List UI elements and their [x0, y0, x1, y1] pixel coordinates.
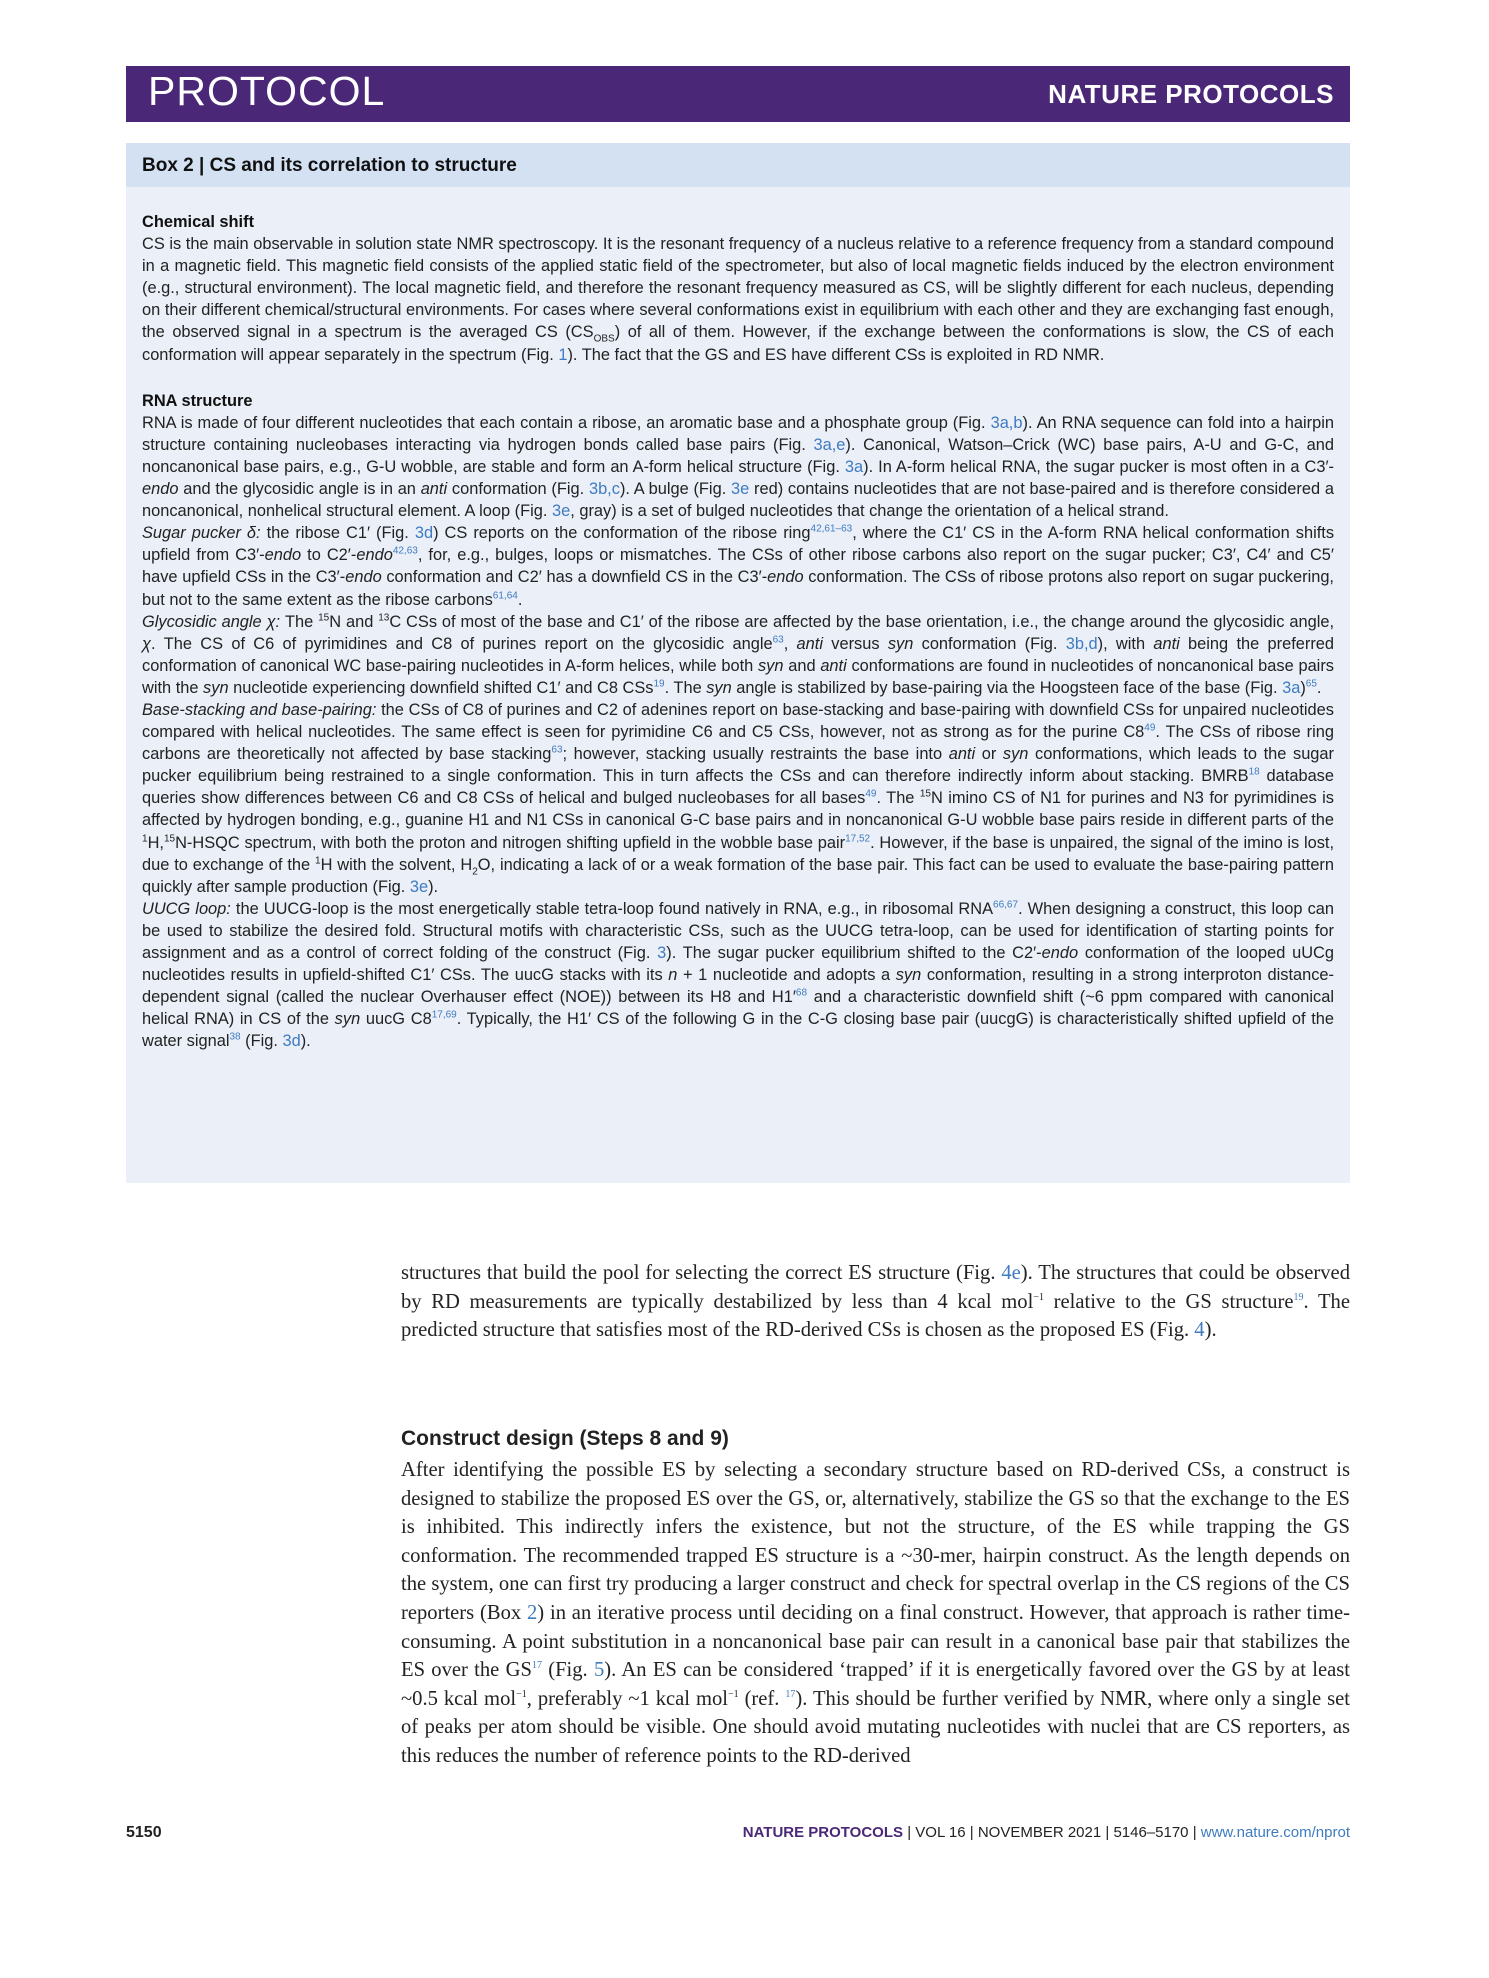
rna-structure-paragraph: RNA is made of four different nucleotides that each contain a ribose, an aromatic base and a phosphate group (Fig. 3a,b). An RNA sequence can fold into a hairpin structure containing nucleobases interacting via hydrogen bonds called base pairs (Fig. 3a,e). Canonical, Watson–Crick (WC) base pairs, A-U and G-C, and noncanonical base pairs, e.g., G-U wobble, are stable and form an A-form helical structure (Fig. 3a). In A-form helical RNA, the sugar pucker is most often in a C3′-endo and the glycosidic angle is in an anti conformation (Fig. 3b,c). A bulge (Fig. 3e red) contains nucleotides that are not base-paired and is therefore considered a noncanonical, nonhelical structural element. A loop (Fig. 3e, gray) is a set of bulged nucleotides that change the orientation of a helical strand.	[142, 413, 1335, 521]
fig-link[interactable]: 5	[593, 1659, 605, 1682]
fig-link[interactable]: 3e	[552, 502, 571, 521]
fig-link[interactable]: 3e	[409, 877, 429, 896]
fig-link[interactable]: 3b,c	[588, 480, 620, 499]
fig-link[interactable]: 1	[558, 345, 568, 364]
box-title-bar	[126, 143, 1350, 187]
box-2	[126, 143, 1350, 1183]
footer-volume: VOL 16	[915, 1824, 966, 1841]
page-number: 5150	[126, 1824, 162, 1841]
fig-link[interactable]: 3a	[844, 457, 864, 476]
fig-link[interactable]: 3a,e	[813, 435, 846, 454]
chemical-shift-heading: Chemical shift	[142, 213, 255, 231]
box-link[interactable]: 2	[527, 1601, 538, 1624]
fig-link[interactable]: 3	[657, 944, 667, 962]
chemical-shift-paragraph: CS is the main observable in solution state NMR spectroscopy. It is the resonant frequency of a nucleus relative to a reference frequency from a standard compound in a magnetic field. This magnetic field consists of the applied static field of the spectrometer, but also of local magnetic fields induced by the electron environment (e.g., structural environment). The local magnetic field, and therefore the resonant frequency measured as CS, will be slightly different for each nucleus, depending on their different chemical/structural environments. For cases where several conformations exist in equilibrium with each other and they are exchanging fast enough, the observed signal in a spectrum is the averaged CS $(CS_{OBS})$ of all of them. However, if the exchange between the conformations is slow, the CS of each conformation will appear separately in the spectrum (Fig. 1). The fact that the GS and ES have different CSs is exploited in RD NMR.	[142, 235, 1335, 364]
fig-link[interactable]: 3a,b	[990, 413, 1023, 432]
footer-citation: NATURE PROTOCOLS | VOL 16 | NOVEMBER 2021 | 5146–5170 | www.nature.com/nprot	[742, 1824, 1350, 1841]
fig-link[interactable]: 3e	[731, 480, 750, 499]
box-title: Box 2 | CS and its correlation to structure	[142, 155, 517, 176]
footer-url[interactable]: www.nature.com/nprot	[1200, 1824, 1350, 1841]
fig-link[interactable]: 3d	[414, 524, 434, 543]
main-text-top	[401, 1259, 1350, 1345]
base-stacking-paragraph: Base-stacking and base-pairing: the CSs of C8 of purines and C2 of adenines report on base-stacking and base-pairing with downfield CSs for unpaired nucleotides compared with helical nucleotides. The same effect is seen for pyrimidine C6 and C5 CSs, however, not as strong as for the purine $C8^{49}$. The CSs of ribose ring carbons are theoretically not affected by base stacking$^{63}$; however, stacking usually restraints the base into anti or syn conformations, which leads to the sugar pucker equilibrium being restrained to a single conformation. This in turn affects the CSs and can therefore indirectly inform about stacking. BMRB$^{18}$ database queries show differences between C6 and C8 CSs of helical and bulged nucleobases for all bases$^{49}$. The $^{15}$N imino CS of N1 for purines and N3 for pyrimidines is affected by hydrogen bonding, e.g., guanine H1 and N1 CSs in canonical G-C base pairs and in noncanonical G-U wobble base pairs reside in different parts of the $^1$H,$^{15}$N-HSQC spectrum, with both the proton and nitrogen shifting upfield in the wobble base pair$^{17,52}$. However, if the base is unpaired, the signal of the imino is lost, due to exchange of the $^1$H with the solvent, $H_2O$, indicating a lack of or a weak formation of the base pair. This fact can be used to evaluate the base-pairing pattern quickly after sample production (Fig. 3e).	[142, 700, 1335, 896]
journal-label: NATURE PROTOCOLS	[1048, 79, 1334, 109]
box-content	[142, 211, 1334, 1052]
main-text-bottom	[401, 1456, 1350, 1771]
fig-link[interactable]: 3d	[282, 1032, 301, 1051]
rna-structure-heading: RNA structure	[142, 391, 253, 410]
section-heading: Construct design (Steps 8 and 9)	[401, 1427, 729, 1450]
section-label: PROTOCOL	[148, 68, 386, 114]
fig-link[interactable]: 4e	[1001, 1262, 1021, 1284]
glycosidic-angle-paragraph: Glycosidic angle χ: The $^{15}$N and $^{13}$C CSs of most of the base and C1′ of the ribose are affected by the base orientation, i.e., the change around the glycosidic angle, χ. The CS of C6 of pyrimidines and C8 of purines report on the glycosidic angle$^{63}$, anti versus syn conformation (Fig. 3b,d), with anti being the preferred conformation of canonical WC base-pairing nucleotides in A-form helices, while both syn and anti conformations are found in nucleotides of noncanonical base pairs with the syn nucleotide experiencing downfield shifted C1′ and C8 CSs$^{19}$. The syn angle is stabilized by base-pairing via the Hoogsteen face of the base (Fig. 3a)$^{65}$.	[142, 612, 1335, 697]
sugar-pucker-paragraph: Sugar pucker δ: the ribose C1′ (Fig. 3d) CS reports on the conformation of the ribose ring$^{42,61-63}$, where the C1′ CS in the A-form RNA helical conformation shifts upfield from C3′-endo to C2′-endo$^{42,63}$, for, e.g., bulges, loops or mismatches. The CSs of other ribose carbons also report on the sugar pucker; C3′, C4′ and C5′ have upfield CSs in the C3′-endo conformation and C2′ has a downfield CS in the C3′-endo conformation. The CSs of ribose protons also report on sugar puckering, but not to the same extent as the ribose carbons$^{61,64}$.	[142, 523, 1335, 609]
fig-link[interactable]: 3a	[1282, 678, 1301, 697]
footer-date: NOVEMBER 2021	[977, 1824, 1102, 1841]
fig-link[interactable]: 4	[1194, 1319, 1205, 1342]
main-paragraph-2: After identifying the possible ES by selecting a secondary structure based on RD-derived CSs, a construct is designed to stabilize the proposed ES over the GS, or, alternatively, stabilize the GS so that the exchange to the ES is inhibited. This indirectly infers the existence, but not the structure, of the ES while trapping the GS conformation. The recommended trapped ES structure is a ~30-mer, hairpin construct. As the length depends on the system, one can first try producing a larger construct and check for spectral overlap in the CS regions of the CS reporters (Box 2) in an iterative process until deciding on a final construct. However, that approach is rather time-consuming. A point substitution in a noncanonical base pair can result in a canonical base pair that stabilizes the ES over the GS$^{17}$ (Fig. 5). An ES can be considered ‘trapped’ if it is energetically favored over the GS by at least ~0.5 kcal mol$^{-1}$, preferably ~1 kcal mol$^{-1}$ (ref. $^{17}$). This should be further verified by NMR, where only a single set of peaks per atom should be visible. One should avoid mutating nucleotides with nuclei that are CS reporters, as this reduces the number of reference points to the RD-derived	[401, 1459, 1351, 1767]
fig-link[interactable]: 3b,d	[1065, 634, 1098, 653]
uucg-loop-paragraph: UUCG loop: the UUCG-loop is the most energetically stable tetra-loop found natively in RNA, e.g., in ribosomal RNA$^{66,67}$. When designing a construct, this loop can be used to stabilize the desired fold. Structural motifs with characteristic CSs, such as the UUCG tetra-loop, can be used for identification of starting points for assignment and as a control of correct folding of the construct (Fig. 3). The sugar pucker equilibrium shifted to the C2′-endo conformation of the looped uUCg nucleotides results in upfield-shifted C1′ CSs. The uucG stacks with its n + 1 nucleotide and adopts a syn conformation, resulting in a strong interproton distance-dependent signal (called the nuclear Overhauser effect (NOE)) between its H8 and $H1'^{68}$ and a characteristic downfield shift (~6 ppm compared with canonical helical RNA) in CS of the syn uucG C8$^{17,69}$. Typically, the H1′ CS of the following G in the C-G closing base pair (uucgG) is characteristically shifted upfield of the water signal$^{38}$ (Fig. 3d).	[142, 899, 1335, 1051]
footer-pages: 5146–5170	[1113, 1824, 1189, 1841]
main-paragraph-1: structures that build the pool for selecting the correct ES structure (Fig. 4e). The structures that could be observed by RD measurements are typically destabilized by less than 4 kcal mol$^{-1}$ relative to the GS structure$^{19}$. The predicted structure that satisfies most of the RD-derived CSs is chosen as the proposed ES (Fig. 4).	[401, 1262, 1350, 1342]
footer-journal: NATURE PROTOCOLS	[742, 1824, 904, 1841]
page-header	[126, 66, 1350, 122]
